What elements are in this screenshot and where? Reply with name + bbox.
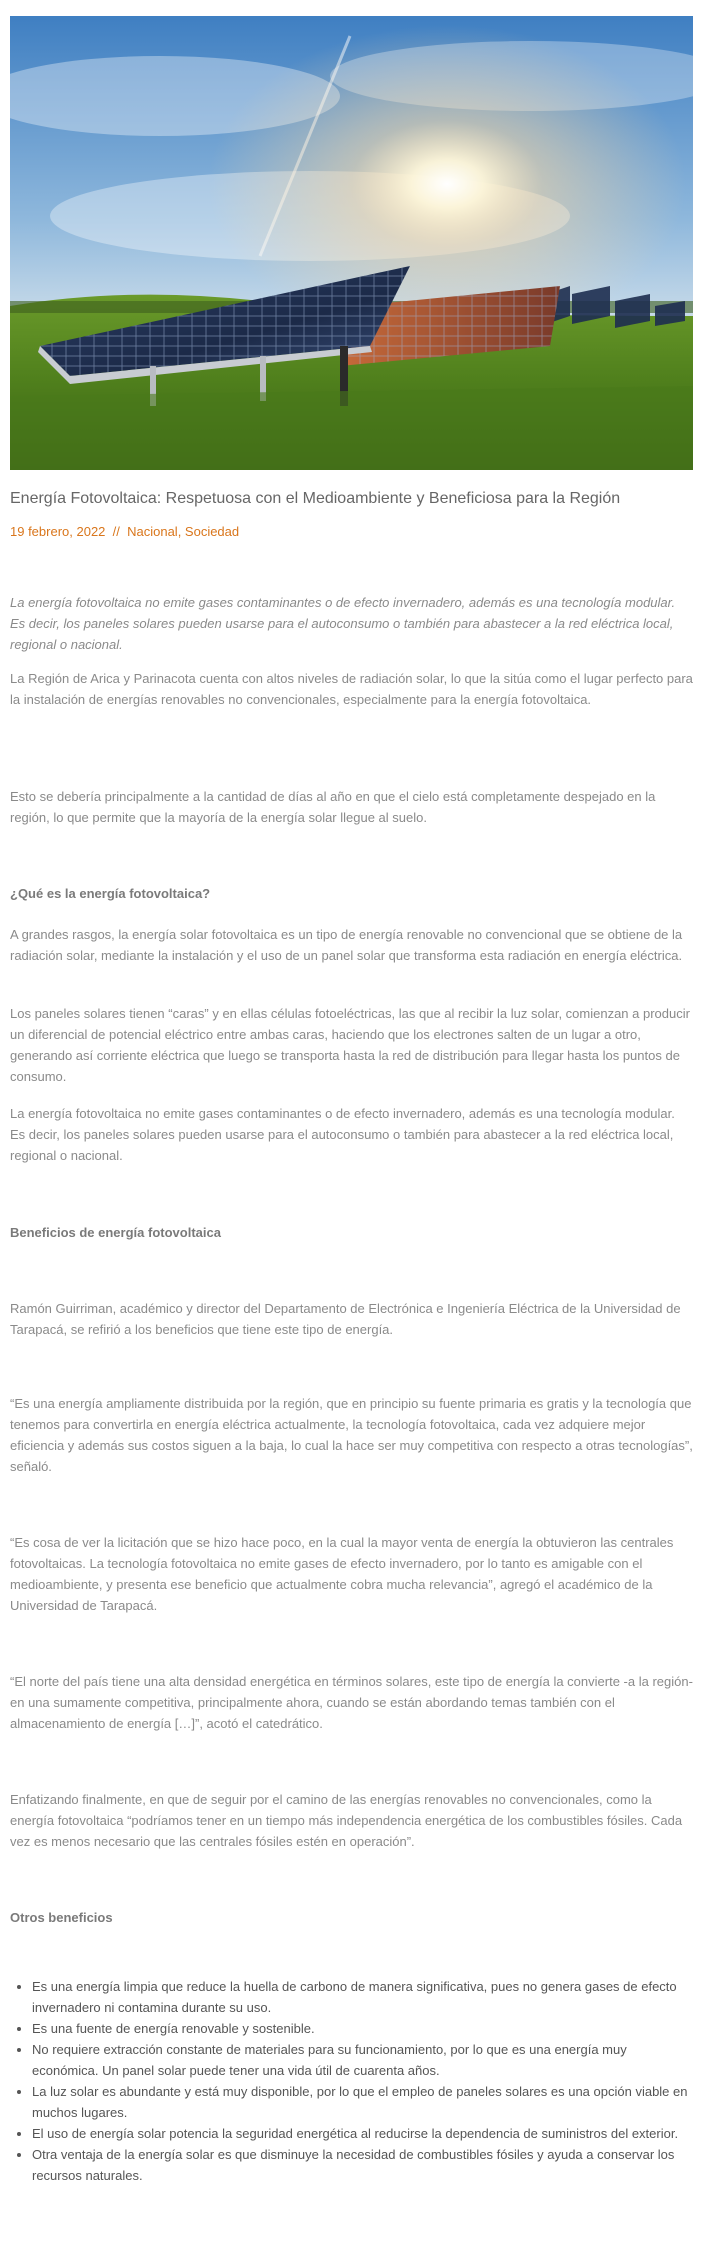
paragraph-2: Esto se debería principalmente a la cantidad de días al año en que el cielo está completamente despejado en la región, lo que permite que la mayoría de la energía solar llegue al suelo. (10, 789, 656, 825)
article-date[interactable]: 19 febrero, 2022 (10, 524, 106, 539)
paragraph-6: Ramón Guirriman, académico y director del Departamento de Electrónica e Ingeniería Eléctrica de la Universidad de Tarapacá, se refirió a los beneficios que tiene este tipo de energía. (10, 1301, 681, 1337)
solar-panels-photo-icon (10, 16, 693, 470)
list-item: • No requiere extracción constante de materiales para su funcionamiento, por lo que es una energía muy económica. Un panel solar puede tener una vida útil de cuarenta años. (32, 2039, 693, 2081)
paragraph-9: “El norte del país tiene una alta densidad energética en términos solares, este tipo de energía la convierte -a la región- en una sumamente competitiva, principalmente ahora, cuando se están abordando temas también con el almacenamiento de energía […]”, acotó el catedrático. (10, 1674, 693, 1731)
list-item: • La luz solar es abundante y está muy disponible, por lo que el empleo de paneles solares es una opción viable en muchos lugares. (32, 2081, 693, 2123)
paragraph-3: A grandes rasgos, la energía solar fotovoltaica es un tipo de energía renovable no convencional que se obtiene de la radiación solar, mediante la instalación y el uso de un panel solar que transforma esta radiación en energía eléctrica. (10, 927, 683, 963)
paragraph-7: “Es una energía ampliamente distribuida por la región, que en principio su fuente primaria es gratis y la tecnología que tenemos para convertirla en energía eléctrica actualmente, la tecnología fotovoltaica, cada vez adquiere mejor eficiencia y además sus costos siguen a la baja, lo cual la hace ser muy competitiva con respecto a otras tecnologías”, señaló. (10, 1396, 693, 1474)
list-item: • Es una energía limpia que reduce la huella de carbono de manera significativa, pues no genera gases de efecto invernadero ni contamina durante su uso. (32, 1976, 693, 2018)
meta-separator: // (112, 524, 120, 539)
paragraph-5: La energía fotovoltaica no emite gases contaminantes o de efecto invernadero, además es una tecnología modular. Es decir, los paneles solares pueden usarse para el autoconsumo o también para abastecer a la red eléctrica local, regional o nacional. (10, 1106, 675, 1163)
article-meta (10, 523, 239, 541)
list-item: • Es una fuente de energía renovable y sostenible. (32, 2018, 693, 2039)
article-title: Energía Fotovoltaica: Respetuosa con el Medioambiente y Beneficiosa para la Región (10, 490, 621, 507)
benefits-list (10, 1976, 693, 2186)
paragraph-1: La Región de Arica y Parinacota cuenta con altos niveles de radiación solar, lo que la sitúa como el lugar perfecto para la instalación de energías renovables no convencionales, especialmente para la energía fotovoltaica. (10, 671, 693, 707)
paragraph-8: “Es cosa de ver la licitación que se hizo hace poco, en la cual la mayor venta de energía la obtuvieron las centrales fotovoltaicas. La tecnología fotovoltaica no emite gases de efecto invernadero, por lo tanto es amigable con el medioambiente, y presenta ese beneficio que actualmente cobra mucha relevancia”, agregó el académico de la Universidad de Tarapacá. (10, 1535, 674, 1613)
list-item: • El uso de energía solar potencia la seguridad energética al reducirse la dependencia de suministros del exterior. (32, 2123, 693, 2144)
intro-paragraph: La energía fotovoltaica no emite gases contaminantes o de efecto invernadero, además es una tecnología modular. Es decir, los paneles solares pueden usarse para el autoconsumo o también para abastecer a la red eléctrica local, regional o nacional. (10, 595, 676, 652)
heading-benefits: Beneficios de energía fotovoltaica (10, 1225, 221, 1240)
paragraph-4: Los paneles solares tienen “caras” y en ellas células fotoeléctricas, las que al recibir la luz solar, comienzan a producir un diferencial de potencial eléctrico entre ambas caras, haciendo que los electrones salten de un lugar a otro, generando así corriente eléctrica que luego se transporta hasta la red de distribución para llegar hasta los puntos de consumo. (10, 1006, 690, 1084)
heading-other-benefits: Otros beneficios (10, 1910, 113, 1925)
article-categories[interactable]: Nacional, Sociedad (127, 524, 240, 539)
hero-image (10, 16, 693, 470)
paragraph-10: Enfatizando finalmente, en que de seguir por el camino de las energías renovables no convencionales, como la energía fotovoltaica “podríamos tener en un tiempo más independencia energética de los combustibles fósiles. Cada vez es menos necesario que las centrales fósiles estén en operación”. (10, 1792, 683, 1849)
list-item: • Otra ventaja de la energía solar es que disminuye la necesidad de combustibles fósiles y ayuda a conservar los recursos naturales. (32, 2144, 693, 2186)
heading-what-is: ¿Qué es la energía fotovoltaica? (10, 886, 211, 901)
